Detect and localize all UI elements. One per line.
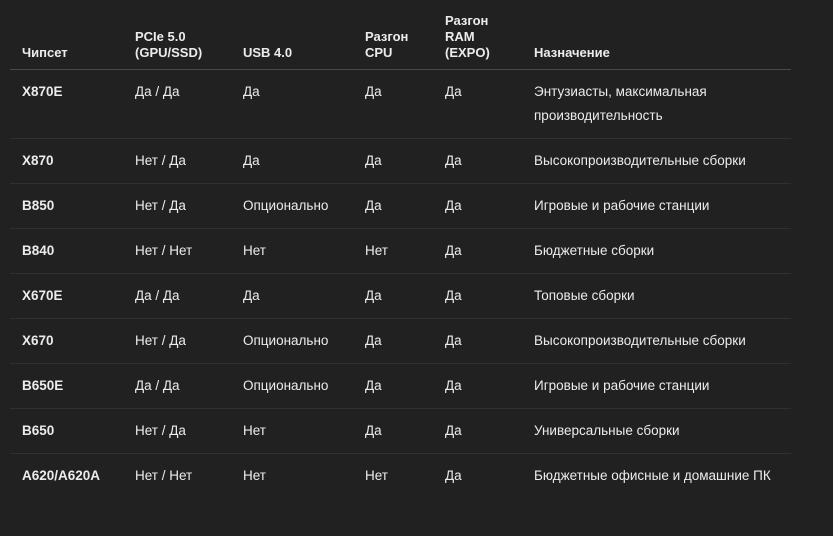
cell-purpose: Высокопроизводительные сборки [522, 139, 791, 184]
cell-chipset: B840 [10, 229, 123, 274]
cell-usb4: Опционально [231, 319, 353, 364]
cell-cpu-oc: Да [353, 184, 433, 229]
cell-usb4: Да [231, 274, 353, 319]
header-usb4 [231, 0, 353, 70]
cell-usb4: Да [231, 139, 353, 184]
cell-ram-oc: Да [433, 70, 522, 139]
cell-cpu-oc: Нет [353, 229, 433, 274]
cell-cpu-oc: Да [353, 70, 433, 139]
cell-pcie5: Нет / Нет [123, 229, 231, 274]
cell-pcie5: Нет / Да [123, 139, 231, 184]
cell-ram-oc: Да [433, 139, 522, 184]
header-chipset [10, 0, 123, 70]
table-row [10, 364, 791, 409]
cell-chipset: X870 [10, 139, 123, 184]
cell-chipset: X670E [10, 274, 123, 319]
cell-chipset: X870E [10, 70, 123, 139]
cell-pcie5: Да / Да [123, 364, 231, 409]
cell-cpu-oc: Да [353, 139, 433, 184]
header-cpu-oc [353, 0, 433, 70]
header-usb4-label: USB 4.0 [243, 45, 293, 60]
cell-purpose: Высокопроизводительные сборки [522, 319, 791, 364]
cell-pcie5: Нет / Нет [135, 468, 193, 483]
cell-purpose: Игровые и рабочие станции [522, 364, 791, 409]
table-row [10, 409, 791, 454]
cell-chipset: B650 [10, 409, 123, 454]
header-pcie5 [123, 0, 231, 70]
cell-chipset: B650E [10, 364, 123, 409]
header-cpu-oc-label: Разгон CPU [365, 29, 409, 60]
cell-ram-oc: Да [433, 229, 522, 274]
header-purpose-label: Назначение [534, 45, 610, 60]
cell-purpose: Универсальные сборки [522, 409, 791, 454]
cell-ram-oc: Да [433, 274, 522, 319]
table-row [10, 139, 791, 184]
header-chipset-label: Чипсет [22, 45, 68, 60]
cell-ram-oc: Да [445, 468, 462, 483]
table-row [10, 184, 791, 229]
cell-usb4: Нет [243, 468, 266, 483]
cell-usb4: Да [231, 70, 353, 139]
cell-cpu-oc: Да [353, 364, 433, 409]
header-purpose [522, 0, 791, 70]
cell-chipset: A620/A620A [22, 468, 101, 483]
cell-cpu-oc: Да [353, 274, 433, 319]
cell-pcie5: Нет / Да [123, 409, 231, 454]
cell-usb4: Нет [231, 409, 353, 454]
chipset-table-container [10, 0, 791, 498]
cell-usb4: Опционально [231, 364, 353, 409]
cell-chipset: B850 [10, 184, 123, 229]
table-row [10, 454, 791, 499]
header-ram-oc [433, 0, 522, 70]
cell-chipset: X670 [10, 319, 123, 364]
cell-purpose: Энтузиасты, максимальная производительность [522, 70, 791, 139]
cell-cpu-oc: Нет [365, 468, 388, 483]
header-ram-oc-label: Разгон RAM (EXPO) [445, 13, 490, 60]
cell-pcie5: Нет / Да [123, 184, 231, 229]
cell-purpose: Бюджетные сборки [522, 229, 791, 274]
table-row [10, 70, 791, 139]
cell-pcie5: Да / Да [123, 70, 231, 139]
header-pcie5-label: PCIe 5.0 (GPU/SSD) [135, 29, 203, 60]
table-row [10, 274, 791, 319]
cell-cpu-oc: Да [353, 409, 433, 454]
cell-ram-oc: Да [433, 364, 522, 409]
cell-cpu-oc: Да [353, 319, 433, 364]
chipset-comparison-table [10, 0, 791, 498]
cell-pcie5: Нет / Да [123, 319, 231, 364]
table-row [10, 319, 791, 364]
cell-ram-oc: Да [433, 319, 522, 364]
cell-usb4: Нет [231, 229, 353, 274]
cell-ram-oc: Да [433, 409, 522, 454]
cell-purpose: Игровые и рабочие станции [522, 184, 791, 229]
cell-pcie5: Да / Да [123, 274, 231, 319]
table-row [10, 229, 791, 274]
cell-usb4: Опционально [231, 184, 353, 229]
cell-purpose: Бюджетные офисные и домашние ПК [534, 468, 771, 483]
table-header-row [10, 0, 791, 70]
cell-purpose: Топовые сборки [522, 274, 791, 319]
cell-ram-oc: Да [433, 184, 522, 229]
